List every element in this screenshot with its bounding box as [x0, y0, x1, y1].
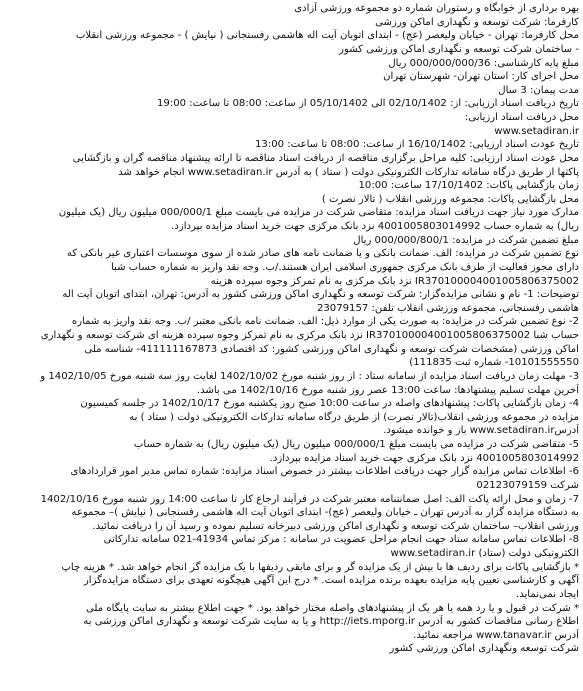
notice-line: محل کارفرما: تهران - خیابان ولیعصر (عج) - ابتدای اتوبان آیت اله هاشمی رفسنجانی ( نیایش ) - مجموعه ورزشی انقلاب	[75, 30, 579, 42]
notice-line: اطلاع رسانی مناقصات کشور به آدرس http://iets.mporg.ir و یا به سایت شرکت توسعه و نگهداری اماکن ورزشی به	[83, 616, 579, 628]
notice-line: پاکتها از طریق درگاه سامانه تدارکات الکترونیکی دولت ( ستاد ) به آدرس www.setadiran.ir انجام خواهد شد	[118, 166, 579, 178]
notice-line: زمان بازگشایی پاکات: 17/10/1402 ساعت: 10:00	[358, 180, 579, 192]
notice-line: کارفرما: شرکت توسعه و نگهداری اماکن ورزشی	[375, 16, 579, 28]
notice-line: آدرس www.tanavar.ir مراجعه نمائید.	[413, 629, 579, 641]
notice-line: IR370100004001005806375002 نزد بانک مرکزی به نام تمرکز وجوه سپرده هزینه	[210, 275, 579, 287]
notice-line: نوع تضمین شرکت در مزایده: الف. ضمانت بانکی و یا ضمانت نامه های صادر شده از سوی موسسات اعتباری غیر بانکی که	[66, 248, 579, 260]
notice-line: 2- نوع تضمین شرکت در مزایده: به صورت یکی از موارد ذیل: الف. ضمانت نامه بانکی معتبر /ب. وجه نقد واریز به شماره	[71, 316, 579, 328]
notice-line: شرکت توسعه ونگهداری اماکن ورزشی کشور	[389, 643, 579, 655]
notice-line: 3- مهلت زمان دریافت اسناد مزایده از سامانه ستاد : از روز شنبه مورخ 1402/10/02 لغایت روز سه شنبه مورخ 1402/10/05 و	[40, 370, 579, 382]
notice-line: ایجاد نمی‌نماید.	[515, 588, 579, 600]
notice-line: * بازگشایی پاکات برای ردیف ها با بیش از یک مزایده گر و برای مابقی ردیفها با یک مزایده گر انجام خواهد شد. * هزینه چاپ	[61, 561, 579, 573]
notice-line: حساب شبا IR370100004001005806375002 نزد بانک مرکزی به نام تمرکز وجوه سپرده هزینه ای شرکت توسعه و نگهداری	[40, 330, 579, 341]
notice-line: * شرکت در قبول و یا رد همه یا هر یک از پیشنهادهای واصله مختار خواهد بود. * جهت اطلاع بیشتر به سایت پایگاه ملی	[85, 602, 579, 614]
notice-line: مدارک مورد نیاز جهت دریافت اسناد مزایده: متقاضی شرکت در مزایده می بایست مبلغ 000/000/1 میلیون ریال (یک میلیون	[58, 207, 579, 219]
notice-line: مبلغ تضمین شرکت در مزایده: 000/000/800/1 ریال	[353, 234, 579, 246]
notice-line: مبلغ پایه کارشناسی: 000/000/000/36 ریال	[388, 57, 579, 69]
notice-line: 4001005803014992 نزد بانک مرکزی جهت خرید اسناد مزایده بپردازد.	[269, 452, 579, 464]
notice-line: اماکن ورزشی (مشخصات شرکت توسعه و نگهداری اماکن ورزشی کشور: کد اقتصادی 411111167873- شناسه ملی	[84, 343, 579, 355]
notice-line: 8- اطلاعات تماس سامانه ستاد جهت انجام مراحل عضویت در سامانه : مرکز تماس 41934-021 سامانه تدارکاتی	[103, 534, 579, 546]
notice-line: آگهی و کارشناسی تعیین پایه مزایده بعهده برنده مزایده است. * درج این آگهی هیچگونه تعهدی برای دستگاه مزایده‌گزار	[83, 575, 579, 587]
notice-line: محل بازگشایی پاکات: مجموعه ورزشی انقلاب ( تالار نصرت )	[321, 193, 579, 205]
notice-line: الکترونیکی دولت (ستاد) www.setadiran.ir	[390, 548, 579, 559]
notice-line: 5- متقاضی شرکت در مزایده می بایست مبلغ 000/000/1 میلیون ریال (یک میلیون ریال) به شماره حساب	[133, 439, 579, 450]
notice-line: تاریخ دریافت اسناد ارزیابی: از: 02/10/1402 الی 05/10/1402 از ساعت: 08:00 تا ساعت: 19:00	[157, 98, 579, 110]
notice-line: شرکت 02123079159	[476, 479, 579, 491]
notice-line: ورزشی انقلاب– ساختمان شرکت توسعه و نگهداری اماکن ورزشی دبیرخانه تسلیم نموده و رسید آن را دریافت نمائید.	[92, 520, 579, 532]
notice-line: 10101555550- شماره ثبت 111835)	[409, 357, 579, 369]
notice-line: بهره برداری از خوابگاه و رستوران شماره دو مجموعه ورزشی آزادی	[294, 3, 579, 14]
notice-line: محل عودت اسناد ارزیابی: کلیه مراحل برگزاری مناقصه از دریافت اسناد مناقصه تا ارائه پیشنهاد مناقصه گران و بازگشایی	[72, 152, 579, 164]
notice-line: 6- اطلاعات تماس مزایده گزار جهت دریافت اطلاعات بیشتر در خصوص اسناد مزایده: شماره تماس مدیر امور قراردادهای	[70, 466, 579, 478]
notice-line: مزایده در مجموعه ورزشی انقلاب(تالار نصرت) از طریق درگاه سامانه تدارکات الکترونیکی دولت ( ستاد ) به	[129, 411, 579, 423]
notice-line: توضیحات: 1- نام و نشانی مزایده‌گزار: شرکت توسعه و نگهداری اماکن ورزشی کشور به آدرس: تهران، ابتدای اتوبان آیت اله	[62, 289, 579, 301]
notice-line: هاشمی رفسنجانی، مجموعه ورزشی انقلاب تلفن: 23079157	[316, 302, 579, 314]
notice-line: آخرین مهلت تسلیم پیشنهادها: ساعت 13:00 عصر روز شنبه مورخ 1402/10/16 می باشد.	[196, 384, 579, 396]
notice-line: محل دریافت اسناد ارزیابی:	[464, 112, 579, 123]
notice-line: - ساختمان شرکت توسعه و نگهداری اماکن ورزشی کشور	[339, 43, 579, 55]
notice-line: ریال) به شماره حساب 4001005803014992 نزد بانک مرکزی جهت خرید اسناد مزایده بپردازد.	[171, 221, 579, 232]
notice-line: محل اجرای کار: استان تهران- شهرستان تهران	[383, 71, 579, 83]
notice-line: به دستگاه مزایده گزار به آدرس تهران ـ خیابان ولیعصر (عج)- ابتدای اتوبان آیت اله هاشمی رفسنجانی ( نیایش )– مجموعه	[71, 507, 579, 519]
notice-line: آدرسwww.setadiran.ir باز و خوانده میشود.	[383, 425, 579, 437]
notice-line: 7- زمان و محل ارائه پاکت الف: اصل ضمانتنامه معتبر شرکت در فرآیند ارجاع کار تا ساعت 14:00 روز شنبه مورخ 1402/10/16	[40, 493, 579, 505]
notice-line: www.setadiran.ir	[494, 125, 579, 137]
notice-line: مدت پیمان: 3 سال	[498, 84, 579, 96]
notice-line: تاریخ عودت اسناد ارزیابی: 16/10/1402 از ساعت: 08:00 تا ساعت: 13:00	[254, 139, 579, 151]
notice-line: 4- زمان بازگشایی پاکات: پیشنهادهای واصله در ساعت 10:00 صبح روز یکشنبه مورخ 1402/10/17 در جلسه کمیسیون	[80, 398, 579, 410]
notice-line: دارای مجوز فعالیت از طرف بانک مرکزی جمهوری اسلامی ایران هستند./ب. وجه نقد واریز به شماره حساب شبا	[110, 261, 579, 273]
